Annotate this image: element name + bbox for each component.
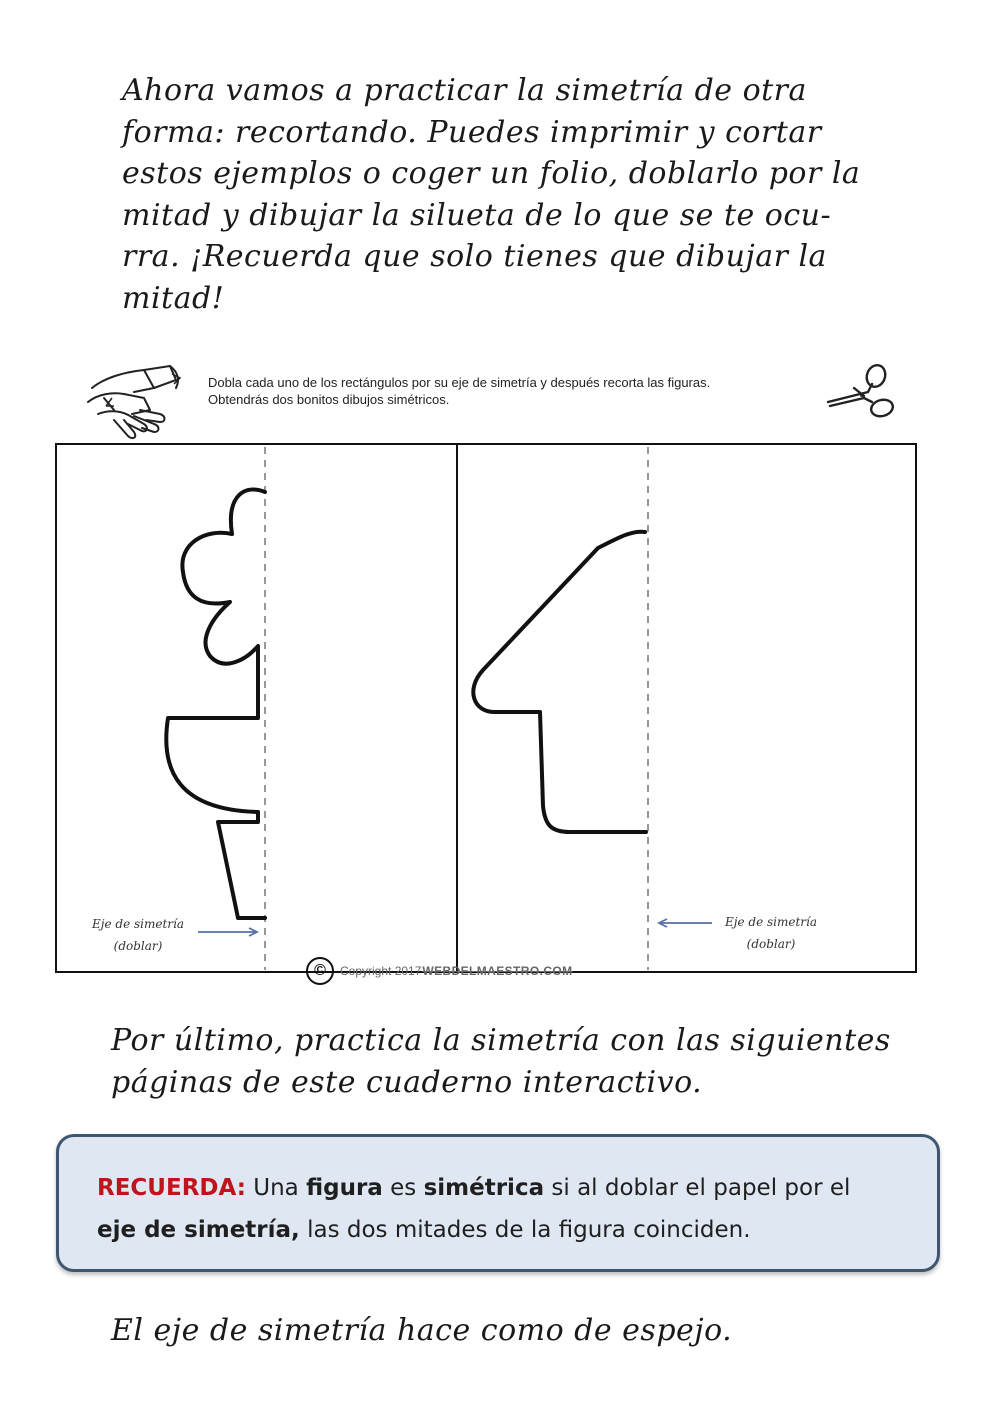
cutout-exercise-frame: [55, 443, 917, 973]
axis-label-right: [706, 911, 836, 955]
intro-line: forma: recortando. Puedes imprimir y cortar: [122, 114, 822, 150]
axis-label-line: Eje de simetría: [724, 915, 818, 929]
intro-line: rra. ¡Recuerda que solo tienes que dibujar la: [122, 239, 827, 274]
closing-paragraph: [111, 1020, 931, 1104]
reminder-text: es: [390, 1175, 417, 1201]
reminder-text: las dos mitades de la figura coinciden.: [307, 1217, 751, 1243]
scissors-icon: [824, 362, 898, 428]
axis-label-line: Eje de simetría: [91, 917, 185, 931]
intro-line: mitad y dibujar la silueta de lo que se te ocu-: [122, 197, 832, 233]
copyright-icon: ©: [306, 957, 334, 985]
reminder-text: si al doblar el papel por el: [551, 1175, 851, 1201]
instruction-line: Dobla cada uno de los rectángulos por su eje de simetría y después recorta las figuras.: [208, 375, 711, 390]
intro-line: estos ejemplos o coger un folio, doblarlo por la: [122, 156, 861, 191]
mirror-note: El eje de simetría hace como de espejo.: [111, 1313, 733, 1348]
axis-label-line: (doblar): [746, 937, 796, 951]
reminder-keyword: simétrica: [423, 1175, 545, 1201]
intro-line: Ahora vamos a practicar la simetría de otra: [122, 73, 807, 108]
copyright-site: WEBDELMAESTRO.COM: [422, 964, 573, 978]
intro-paragraph: [122, 70, 862, 319]
intro-line: mitad!: [122, 280, 225, 316]
reminder-keyword: figura: [306, 1175, 383, 1201]
reminder-line-2: [97, 1209, 907, 1251]
worksheet-instructions: [208, 374, 848, 408]
closing-line: páginas de este cuaderno interactivo.: [111, 1065, 703, 1100]
reminder-text: Una: [253, 1175, 299, 1201]
copyright-text: Copyright 2017: [340, 964, 422, 978]
closing-line: Por último, practica la simetría con las siguientes: [111, 1023, 891, 1058]
axis-label-left: [78, 913, 198, 957]
instruction-line: Obtendrás dos bonitos dibujos simétricos.: [208, 392, 450, 407]
hands-folding-paper-icon: [84, 358, 202, 442]
reminder-box: [56, 1134, 940, 1272]
copyright-notice: [306, 957, 573, 985]
reminder-line-1: [97, 1167, 907, 1209]
axis-label-line: (doblar): [113, 939, 163, 953]
reminder-keyword: eje de simetría,: [97, 1217, 300, 1243]
reminder-label: RECUERDA:: [97, 1175, 246, 1201]
